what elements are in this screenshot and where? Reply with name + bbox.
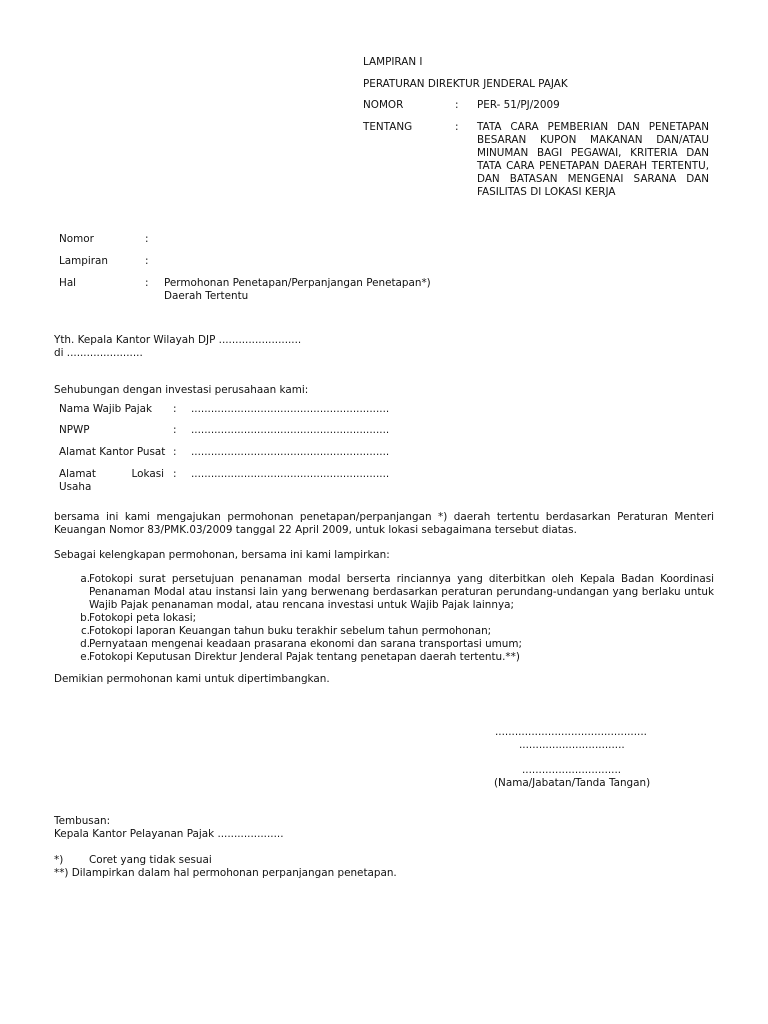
addressee-line1: Yth. Kepala Kantor Wilayah DJP ......................... [54, 334, 302, 346]
field-colon: : [173, 424, 177, 436]
meta-hal-colon: : [145, 277, 149, 289]
field-colon: : [173, 468, 177, 480]
field-value: ............................................................ [191, 424, 390, 436]
footnote-2: **) Dilampirkan dalam hal permohonan perpanjangan penetapan. [54, 867, 397, 879]
tentang-line: BESARAN KUPON MAKANAN DAN/ATAU [477, 134, 709, 146]
tentang-line: TATA CARA PENETAPAN DAERAH TERTENTU, [477, 160, 709, 172]
list-line: Fotokopi Keputusan Direktur Jenderal Pajak tentang penetapan daerah tertentu.**) [89, 651, 520, 663]
nomor-colon: : [455, 99, 459, 111]
signature-line3: .............................. [522, 764, 622, 776]
list-item [70, 573, 714, 612]
body-line: bersama ini kami mengajukan permohonan penetapan/perpanjangan *) daerah tertentu berdasarkan Peraturan Menteri [54, 511, 714, 523]
meta-hal-line1: Permohonan Penetapan/Perpanjangan Penetapan*) [164, 277, 431, 289]
field-value: ............................................................ [191, 468, 390, 480]
list-line: Fotokopi surat persetujuan penanaman modal berserta rinciannya yang diterbitkan oleh Kepala Badan Koordinasi [89, 573, 714, 585]
meta-lampiran-colon: : [145, 255, 149, 267]
field-label: Nama Wajib Pajak [59, 403, 153, 415]
list-item [70, 612, 714, 625]
meta-lampiran-label: Lampiran [59, 255, 108, 267]
list-line: Wajib Pajak penanaman modal, atau rencana investasi untuk Wajib Pajak lainnya; [89, 599, 514, 611]
tembusan-line: Kepala Kantor Pelayanan Pajak .................... [54, 828, 284, 840]
tentang-colon: : [455, 121, 459, 133]
list-item [70, 638, 714, 651]
field-label: NPWP [59, 424, 90, 436]
field-label: Alamat Kantor Pusat [59, 446, 166, 458]
field-colon: : [173, 403, 177, 415]
tembusan-title: Tembusan: [54, 815, 111, 827]
tentang-line: MINUMAN BAGI PEGAWAI, KRITERIA DAN [477, 147, 709, 159]
signature-line1: .............................................. [495, 726, 647, 738]
tentang-line: TATA CARA PEMBERIAN DAN PENETAPAN [477, 121, 709, 133]
tentang-text [477, 121, 709, 199]
field-label: Alamat Lokasi [59, 468, 164, 480]
footnote-text: Coret yang tidak sesuai [89, 854, 212, 866]
meta-hal-line2: Daerah Tertentu [164, 290, 249, 302]
list-label: a. [80, 573, 90, 585]
signature-line2: ................................ [519, 739, 625, 751]
list-label: e. [80, 651, 90, 663]
nomor-label: NOMOR [363, 99, 404, 111]
field-label-line2: Usaha [59, 481, 92, 493]
list-line: Fotokopi laporan Keuangan tahun buku terakhir sebelum tahun permohonan; [89, 625, 492, 637]
list-label: c. [80, 625, 90, 637]
attachments-intro: Sebagai kelengkapan permohonan, bersama ini kami lampirkan: [54, 549, 390, 561]
lampiran-heading: LAMPIRAN I [363, 56, 423, 68]
tentang-line: FASILITAS DI LOKASI KERJA [477, 186, 616, 198]
list-item [70, 625, 714, 638]
field-colon: : [173, 446, 177, 458]
list-line: Pernyataan mengenai keadaan prasarana ekonomi dan sarana transportasi umum; [89, 638, 523, 650]
addressee-line2: di ....................... [54, 347, 143, 359]
signature-caption: (Nama/Jabatan/Tanda Tangan) [494, 777, 651, 789]
nomor-value: PER- 51/PJ/2009 [477, 99, 560, 111]
peraturan-heading: PERATURAN DIREKTUR JENDERAL PAJAK [363, 78, 568, 90]
field-value: ............................................................ [191, 403, 390, 415]
meta-nomor-colon: : [145, 233, 149, 245]
list-label: d. [80, 638, 90, 650]
list-line: Penanaman Modal atau instansi lain yang berwenang berdasarkan peraturan perundang-undangan yang berlaku untuk [89, 586, 714, 598]
body-paragraph [54, 511, 714, 537]
field-label-alamat-lokasi [59, 468, 164, 494]
footnote-mark: *) [54, 854, 64, 866]
closing-text: Demikian permohonan kami untuk dipertimbangkan. [54, 673, 330, 685]
list-item [70, 651, 714, 664]
body-line: Keuangan Nomor 83/PMK.03/2009 tanggal 22 April 2009, untuk lokasi sebagaimana tersebut diatas. [54, 524, 577, 536]
intro-text: Sehubungan dengan investasi perusahaan kami: [54, 384, 309, 396]
meta-nomor-label: Nomor [59, 233, 94, 245]
meta-hal-label: Hal [59, 277, 77, 289]
field-value: ............................................................ [191, 446, 390, 458]
tentang-line: DAN BATASAN MENGENAI SARANA DAN [477, 173, 709, 185]
tentang-label: TENTANG [363, 121, 413, 133]
list-label: b. [80, 612, 90, 624]
list-line: Fotokopi peta lokasi; [89, 612, 197, 624]
